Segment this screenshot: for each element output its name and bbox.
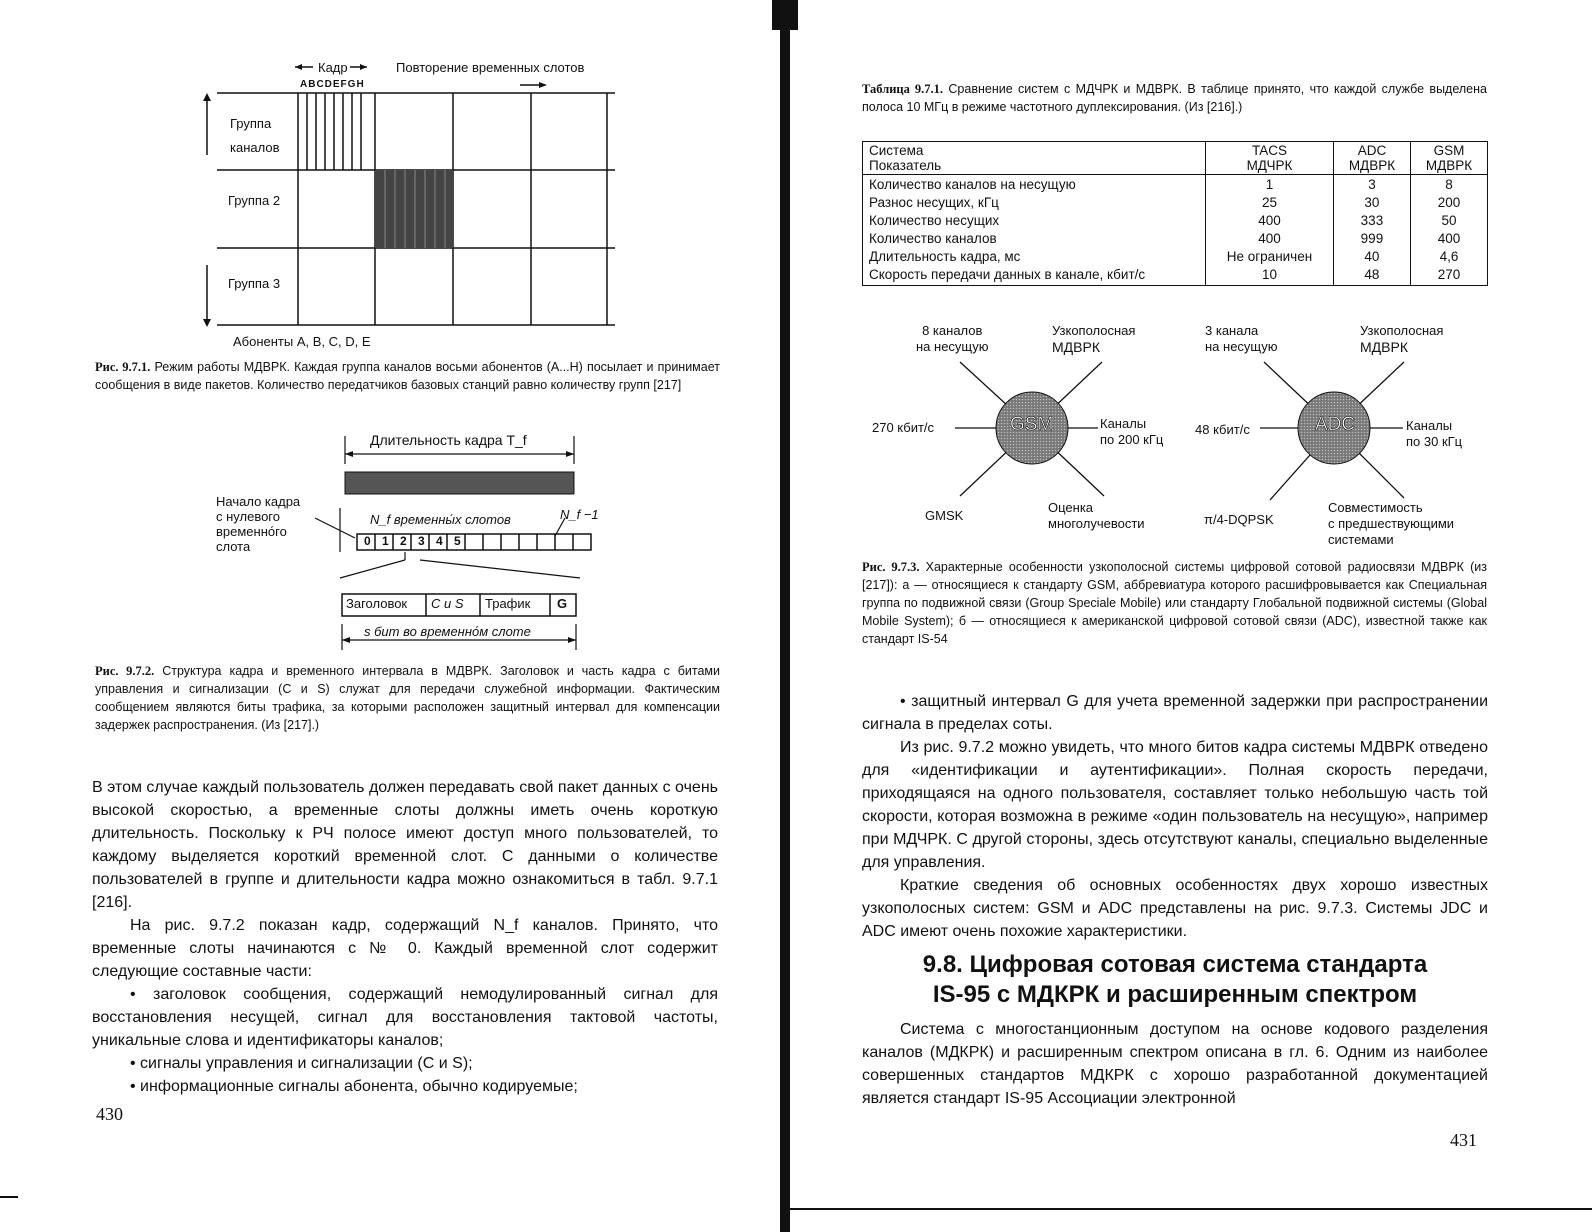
frame-bar	[345, 472, 574, 494]
table-9-7-1-caption: Таблица 9.7.1. Сравнение систем с МДЧРК и МДВРК. В таблице принято, что каждой службе выделена полоса 10 МГц в режиме частотного дуплексирования. (Из [216].)	[862, 82, 1487, 114]
figure-9-7-3-caption: Рис. 9.7.3. Характерные особенности узкополосной системы цифровой сотовой радиосвязи МДВРК (из [217]): a — относящиеся к стандарту GSM, аббревиатура которого расшифровывается как Специальная группа по подвижной связи (Group Speciale Mobile) или стандарту Глобальной подвижной системы (Global Mobile System); б — относящиеся к американской цифровой сотовой связи (ADC), известной также как стандарт IS-54	[862, 560, 1487, 646]
frame-label: Кадр	[318, 60, 348, 75]
page-edge-mark	[0, 1196, 18, 1198]
table-body-row: Количество каналов на несущую Разнос несущих, кГц Количество несущих Количество каналов Длительность кадра, мс Скорость передачи данных в канале, кбит/с 1 25 400 400 Не ограничен 10 3 30 333 999 40 48 8 200 50 400 4,6 270	[863, 175, 1488, 286]
frame-start-label: Начало кадра с нулевого временно́го слота	[216, 494, 301, 554]
slot-letters: ABCDEFGH	[300, 79, 365, 90]
gsm-top-left: 8 каналов на несущую	[916, 323, 989, 354]
paragraph: На рис. 9.7.2 показан кадр, содержащий N_f каналов. Принято, что временные слоты начинаются с № 0. Каждый временной слот содержит следующие составные части:	[92, 917, 718, 980]
gsm-bottom-right: Оценка многолучевости	[1048, 500, 1145, 531]
field-guard: G	[557, 596, 568, 611]
table-header-row: Система Показатель TACS МДЧРК ADC МДВРК GSM МДВРК	[863, 142, 1488, 175]
right-page	[790, 0, 1592, 1232]
adc-left: 48 кбит/с	[1195, 422, 1250, 437]
gsm-left: 270 кбит/с	[872, 420, 935, 435]
adc-bottom-left: π/4-DQPSK	[1204, 512, 1274, 527]
field-traffic: Трафик	[485, 596, 531, 611]
right-body-text	[862, 690, 1488, 943]
repeat-label: Повторение временных слотов	[396, 60, 585, 75]
frame-duration-label: Длительность кадра T_f	[370, 432, 527, 448]
page-number-right: 431	[1450, 1130, 1477, 1150]
bullet-item: • заголовок сообщения, содержащий немодулированный сигнал для восстановления несущей, сигнал для восстановления тактовой частоты, уникальные слова и идентификаторы каналов;	[92, 986, 718, 1049]
bullet-item: • сигналы управления и сигнализации (C и S);	[130, 1055, 473, 1072]
gsm-bottom-left: GMSK	[925, 508, 964, 523]
book-spine	[780, 0, 790, 1232]
adc-top-left: 3 канала на несущую	[1205, 323, 1278, 354]
group2-shaded-slot	[375, 170, 453, 248]
adc-center-label: ADC	[1315, 414, 1356, 435]
adc-right: Каналы по 30 кГц	[1406, 418, 1463, 449]
section-heading-9-8: 9.8. Цифровая сотовая система стандарта IS-95 с МДКРК и расширенным спектром	[922, 951, 1428, 1008]
gsm-center-label: GSM	[1010, 414, 1054, 435]
left-body-text	[92, 776, 718, 1098]
group1-label: Группа каналов	[230, 116, 280, 155]
subscribers-label: Абоненты А, В, С, D, Е	[233, 334, 371, 349]
nf-slots-label: N_f временны́х слотов	[370, 512, 511, 527]
paragraph: В этом случае каждый пользователь должен передавать свой пакет данных с очень высокой скоростью, а временные слоты должны иметь очень короткую длительность. Поскольку к РЧ полосе имеют доступ много пользователей, то каждому выделяется короткий временной слот. С данными о количестве пользователей в группе и длительности кадра можно ознакомиться в табл. 9.7.1 [216].	[92, 779, 718, 911]
nf-minus-one-label: N_f −1	[560, 507, 599, 522]
field-header: Заголовок	[346, 596, 408, 611]
paragraph: Система с многостанционным доступом на основе кодового разделения каналов (МДКРК) и расширенным спектром описана в гл. 6. Одним из наиболее совершенных стандартов МДКРК с хорошо разработанной документацией является стандарт IS-95 Ассоциации электронной	[862, 1021, 1488, 1107]
figure-9-7-2-caption: Рис. 9.7.2. Структура кадра и временного интервала в МДВРК. Заголовок и часть кадра с битами управления и сигнализации (C и S) служат для передачи служебной информации. Фактическим сообщением являются биты трафика, за которыми расположен защитный интервал для компенсации задержек распространения. (Из [217].)	[95, 664, 720, 732]
figure-9-7-1-caption: Рис. 9.7.1. Режим работы МДВРК. Каждая группа каналов восьми абонентов (А...Н) посылает и принимает сообщения в виде пакетов. Количество передатчиков базовых станций равно количеству групп [217]	[95, 360, 720, 392]
gsm-top-right: Узкополосная МДВРК	[1052, 323, 1136, 355]
left-page: Кадр Повторение временных слотов ABCDEFGH Группа каналов Группа 2 Группа 3 Абоненты А, В, С, D, Е Рис. 9.7.1. Режим работы МДВРК. Каждая группа каналов восьми абонентов (А...Н) посылает и принимает сообщения в виде пакетов. Количество передатчиков базовых станций равно количеству групп [217] Длительность кадра T_f Начало кадра с нулевого временно́го слота N_f временны́х слотов N_f −1 0 1 2 3 4 5 Заголовок C и S Трафик G s бит во временно́м слоте Рис. 9.7.2. Структура кадра и временного интервала в МДВРК. Заголовок и часть кадра с битами управления и сигнализации (C и S) служат для передачи служебной информации. Фактическим сообщением являются биты трафика, за которыми расположен защитный интервал для компенсации задержек распространения. (Из [217].) В этом случае каждый пользователь должен передавать свой пакет данных с очень высокой скоростью, а временные слоты должны иметь очень короткую длительность. Поскольку к РЧ полосе имеют доступ много пользователей, то каждому выделяется короткий временной слот. С данными о количестве пользователей в группе и длительности кадра можно ознакомиться в табл. 9.7.1 [216]. На рис. 9.7.2 показан кадр, содержащий N_f каналов. Принято, что временные слоты начинаются с № 0. Каждый временной слот содержит следующие составные части: • заголовок сообщения, содержащий немодулированный сигнал для восстановления несущей, сигнал для восстановления тактовой частоты, уникальные слова и идентификаторы каналов; • сигналы управления и сигнализации (C и S); • информационные сигналы абонента, обычно кодируемые; 430	[0, 0, 780, 1232]
section-body-text	[862, 1018, 1488, 1110]
paragraph: Из рис. 9.7.2 можно увидеть, что много битов кадра системы МДВРК отведено для «идентификации и аутентификации». Полная скорость передачи, приходящаяся на одного пользователя, составляет только небольшую часть той скорости, которая возможна в режиме «один пользователь на несущую», например при МДЧРК. С другой стороны, здесь отсутствуют каналы, специально выделенные для управления.	[862, 739, 1488, 871]
bullet-item: • информационные сигналы абонента, обычно кодируемые;	[130, 1078, 578, 1095]
adc-top-right: Узкополосная МДВРК	[1360, 323, 1444, 355]
gsm-right: Каналы по 200 кГц	[1100, 416, 1164, 447]
paragraph: Краткие сведения об основных особенностях двух хорошо известных узкополосных систем: GSM и ADC представлены на рис. 9.7.3. Системы JDC и ADC имеют очень похожие характеристики.	[862, 877, 1488, 940]
comparison-table	[862, 141, 1488, 286]
page-number-left: 430	[96, 1104, 123, 1124]
bits-label: s бит во временно́м слоте	[364, 624, 531, 639]
field-cs: C и S	[431, 596, 464, 611]
group3-label: Группа 3	[228, 276, 281, 291]
page-bottom-edge	[790, 1208, 1592, 1210]
bullet-item: • защитный интервал G для учета временной задержки при распространении сигнала в пределах соты.	[862, 693, 1488, 733]
adc-bottom-right: Совместимость с предшествующими системами	[1328, 500, 1455, 547]
group2-label: Группа 2	[228, 193, 281, 208]
